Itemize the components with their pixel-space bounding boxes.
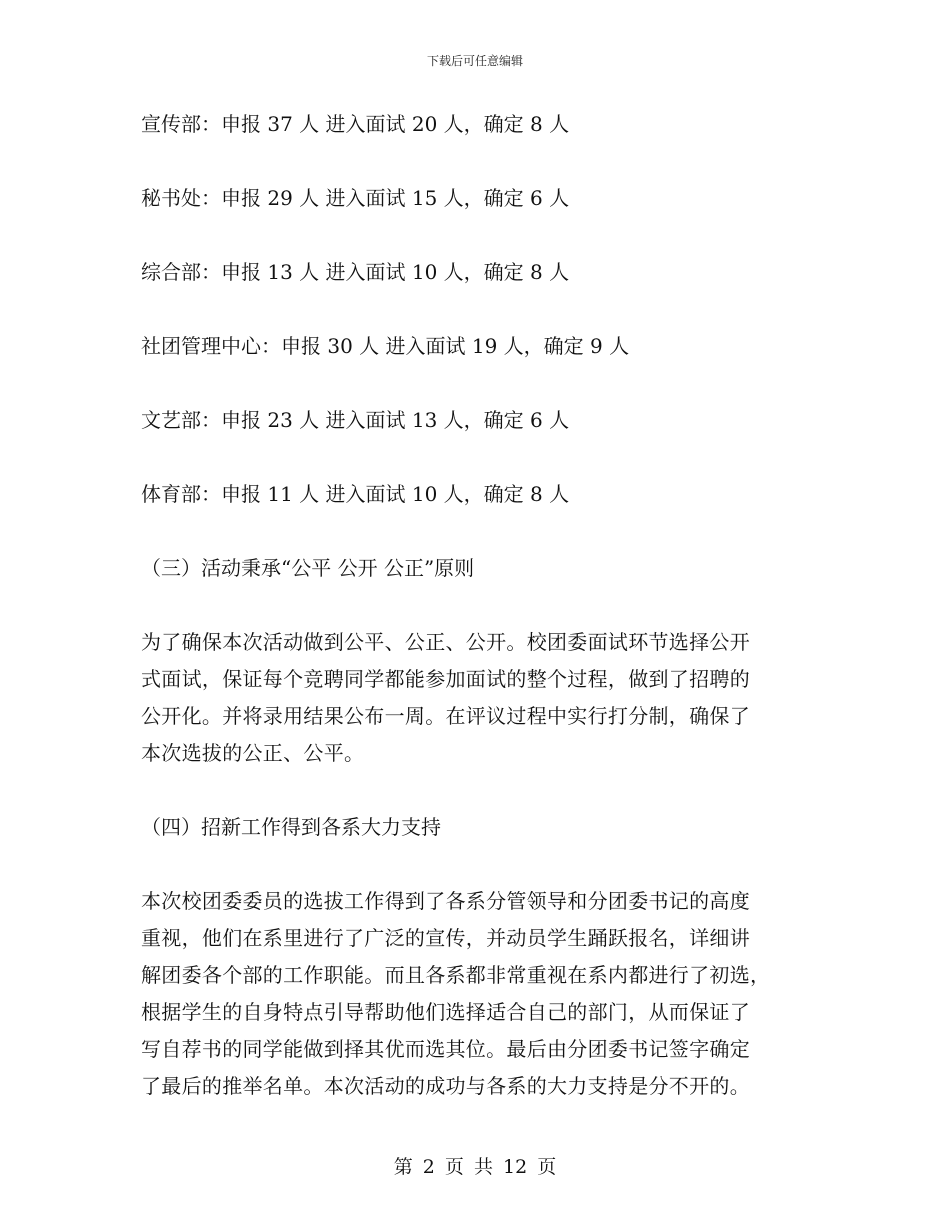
stat-line-secretariat: 秘书处：申报 29 人 进入面试 15 人，确定 6 人: [141, 186, 570, 210]
paragraph-line: 解团委各个部的工作职能。而且各系都非常重视在系内都进行了初选，: [141, 963, 771, 987]
page-header: 下载后可任意编辑: [426, 54, 523, 68]
paragraph-line: 根据学生的自身特点引导帮助他们选择适合自己的部门，从而保证了: [141, 1000, 750, 1024]
section-4-heading: （四）招新工作得到各系大力支持: [141, 815, 441, 839]
paragraph-line: 本次选拔的公正、公平。: [141, 741, 365, 765]
paragraph-line: 为了确保本次活动做到公平、公正、公开。校团委面试环节选择公开: [141, 630, 750, 654]
paragraph-line: 式面试，保证每个竞聘同学都能参加面试的整个过程，做到了招聘的: [141, 667, 750, 691]
paragraph-line: 了最后的推举名单。本次活动的成功与各系的大力支持是分不开的。: [141, 1074, 750, 1098]
stat-line-arts: 文艺部：申报 23 人 进入面试 13 人，确定 6 人: [141, 408, 570, 432]
stat-line-club-center: 社团管理中心：申报 30 人 进入面试 19 人，确定 9 人: [141, 334, 630, 358]
section-3-heading: （三）活动秉承“公平 公开 公正”原则: [141, 556, 475, 580]
page-number: 第 2 页 共 12 页: [393, 1156, 557, 1178]
stat-line-publicity: 宣传部：申报 37 人 进入面试 20 人，确定 8 人: [141, 112, 570, 136]
section-4-paragraph: [141, 883, 806, 1105]
paragraph-line: 本次校团委委员的选拔工作得到了各系分管领导和分团委书记的高度: [141, 889, 750, 913]
stat-line-sports: 体育部：申报 11 人 进入面试 10 人，确定 8 人: [141, 482, 570, 506]
paragraph-line: 公开化。并将录用结果公布一周。在评议过程中实行打分制，确保了: [141, 704, 750, 728]
paragraph-line: 重视，他们在系里进行了广泛的宣传，并动员学生踊跃报名，详细讲: [141, 926, 750, 950]
stat-line-general: 综合部：申报 13 人 进入面试 10 人，确定 8 人: [141, 260, 570, 284]
paragraph-line: 写自荐书的同学能做到择其优而选其位。最后由分团委书记签字确定: [141, 1037, 750, 1061]
section-3-paragraph: [141, 624, 806, 772]
document-body: [141, 106, 806, 1142]
